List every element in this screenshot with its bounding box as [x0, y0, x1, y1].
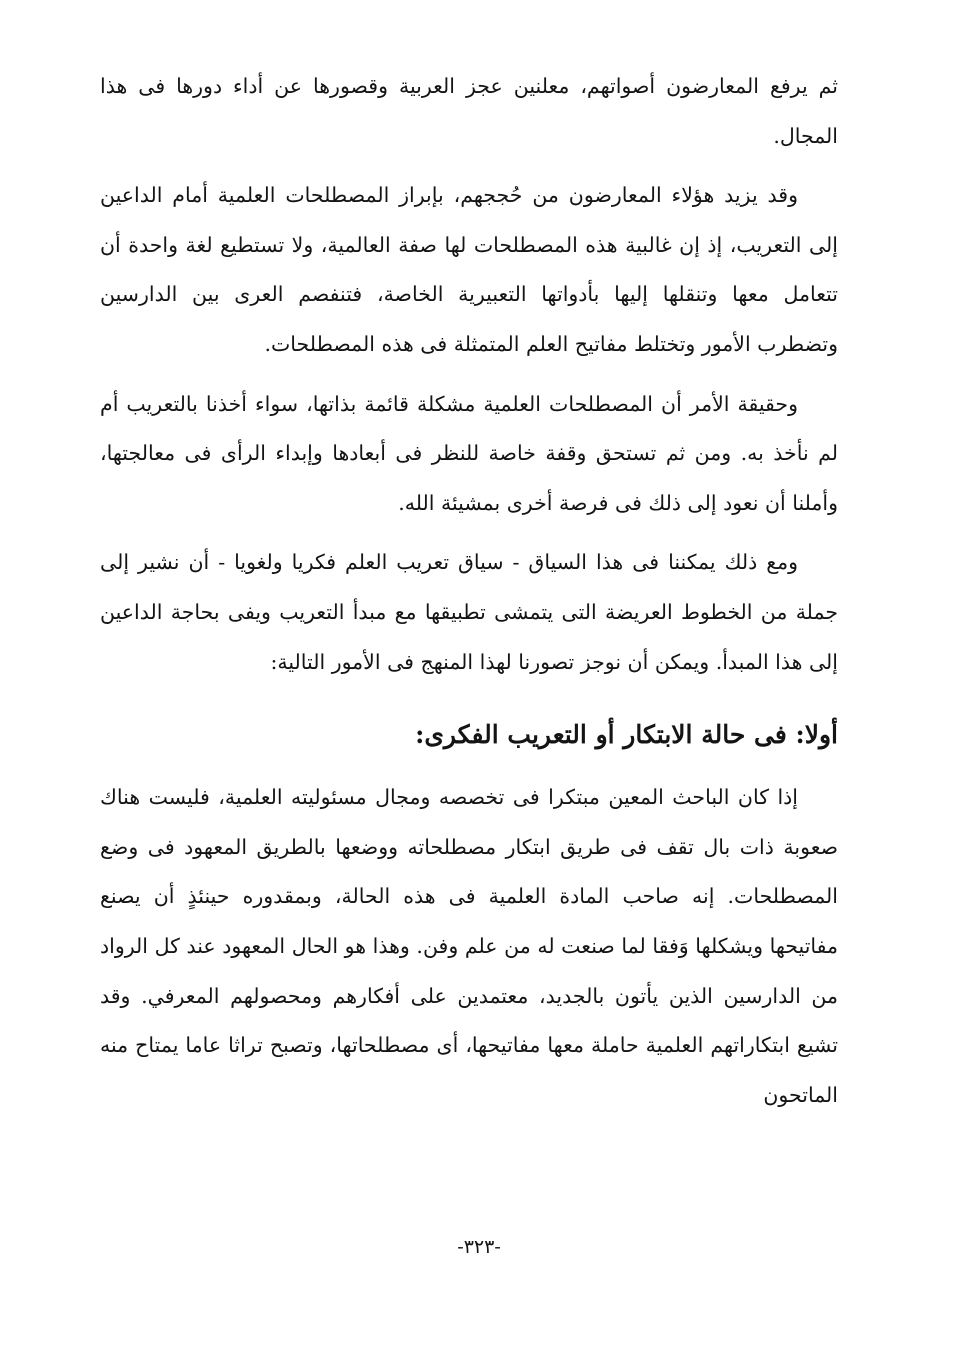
paragraph-gap [100, 370, 838, 380]
page-body [100, 62, 838, 1120]
section-heading: أولا: فى حالة الابتكار أو التعريب الفكرى: [415, 720, 838, 750]
paragraph-1: ثم يرفع المعارضون أصواتهم، معلنين عجز العربية وقصورها عن أداء دورها فى هذا المجال. [100, 74, 838, 148]
page-number: -٣٢٣- [457, 1236, 501, 1258]
paragraph-4: ومع ذلك يمكننا فى هذا السياق - سياق تعريب العلم فكريا ولغويا - أن نشير إلى جملة من الخطوط العريضة التى يتمشى تطبيقها مع مبدأ التعريب ويفى بحاجة الداعين إلى هذا المبدأ. ويمكن أن نوجز تصورنا لهذا المنهج فى الأمور التالية: [100, 550, 838, 674]
paragraph-gap [100, 161, 838, 171]
paragraph-gap [100, 528, 838, 538]
paragraph-3: وحقيقة الأمر أن المصطلحات العلمية مشكلة قائمة بذاتها، سواء أخذنا بالتعريب أم لم نأخذ به. ومن ثم تستحق وقفة خاصة للنظر فى أبعادها وإبداء الرأى فى معالجتها، وأملنا أن نعود إلى ذلك فى فرصة أخرى بمشيئة الله. [100, 391, 838, 515]
paragraph-5: إذا كان الباحث المعين مبتكرا فى تخصصه ومجال مسئوليته العلمية، فليست هناك صعوبة ذات بال تقف فى طريق ابتكار مصطلحاته ووضعها بالطريق المعهود فى وضع المصطلحات. إنه صاحب المادة العلمية فى هذه الحالة، وبمقدوره حينئذٍ أن يصنع مفاتيحها ويشكلها وَفقا لما صنعت له من علم وفن. وهذا هو الحال المعهود عند كل الرواد من الدارسين الذين يأتون بالجديد، معتمدين على أفكارهم ومحصولهم المعرفي. وقد تشيع ابتكاراتهم العلمية حاملة معها مفاتيحها، أى مصطلحاتها، وتصبح تراثا عاما يمتاح منه الماتحون [100, 785, 838, 1107]
paragraph-2: وقد يزيد هؤلاء المعارضون من حُججهم، بإبراز المصطلحات العلمية أمام الداعين إلى التعريب، إذ إن غالبية هذه المصطلحات لها صفة العالمية، ولا تستطيع لغة واحدة أن تتعامل معها وتنقلها إليها بأدواتها التعبيرية الخاصة، فتنفصم العرى بين الدارسين وتضطرب الأمور وتختلط مفاتيح العلم المتمثلة فى هذه المصطلحات. [100, 183, 838, 356]
